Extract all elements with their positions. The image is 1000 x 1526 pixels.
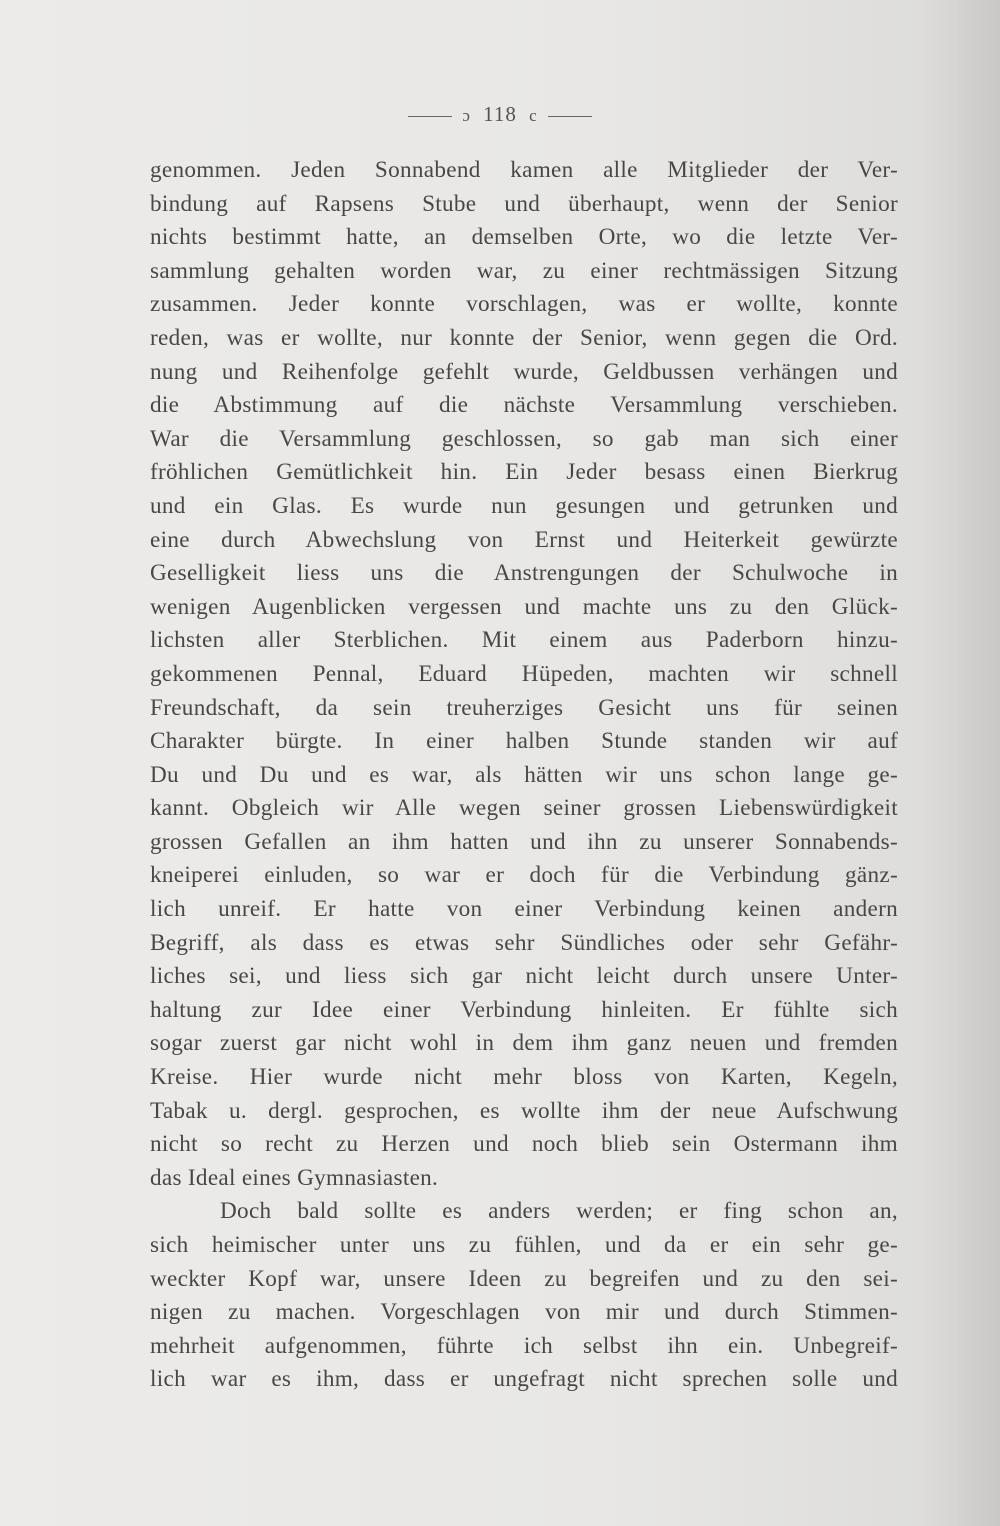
header-rule-right <box>548 116 592 117</box>
text-line: lichsten aller Sterblichen. Mit einem aus Paderborn hinzu- <box>150 627 898 654</box>
text-line: lich war es ihm, dass er ungefragt nicht sprechen solle und <box>150 1366 898 1393</box>
text-line: wenigen Augenblicken vergessen und machte uns zu den Glück- <box>150 593 898 620</box>
text-line: die Abstimmung auf die nächste Versammlung verschieben. <box>150 392 898 419</box>
text-line: und ein Glas. Es wurde nun gesungen und getrunken und <box>150 492 898 519</box>
header-left-mark: ɔ <box>462 106 471 125</box>
text-line: nichts bestimmt hatte, an demselben Orte, wo die letzte Ver- <box>150 224 898 251</box>
text-line: genommen. Jeden Sonnabend kamen alle Mitglieder der Ver- <box>150 157 898 183</box>
paragraph-start-line: Doch bald sollte es anders werden; er fing schon an, <box>220 1198 898 1225</box>
text-line: bindung auf Rapsens Stube und überhaupt, wenn der Senior <box>150 190 898 217</box>
text-line: War die Versammlung geschlossen, so gab man sich einer <box>150 425 898 452</box>
paragraph-end-line: das Ideal eines Gymnasiasten. <box>150 1164 439 1191</box>
text-line: kneiperei einluden, so war er doch für die Verbindung gänz- <box>150 862 898 889</box>
page-header <box>0 102 1000 127</box>
body-text <box>150 154 898 1397</box>
text-line: Freundschaft, da sein treuherziges Gesicht uns für seinen <box>150 694 898 721</box>
text-line: Geselligkeit liess uns die Anstrengungen der Schulwoche in <box>150 560 898 587</box>
text-line: liches sei, und liess sich gar nicht leicht durch unsere Unter- <box>150 963 898 990</box>
page-number: 118 <box>483 102 517 126</box>
text-line: Tabak u. dergl. gesprochen, es wollte ihm der neue Aufschwung <box>150 1097 898 1124</box>
text-line: nicht so recht zu Herzen und noch blieb sein Ostermann ihm <box>150 1131 898 1158</box>
text-line: nung und Reihenfolge gefehlt wurde, Geldbussen verhängen und <box>150 358 898 385</box>
text-line: zusammen. Jeder konnte vorschlagen, was er wollte, konnte <box>150 291 898 318</box>
text-line: eine durch Abwechslung von Ernst und Heiterkeit gewürzte <box>150 526 898 553</box>
text-line: Charakter bürgte. In einer halben Stunde standen wir auf <box>150 728 898 755</box>
text-line: sogar zuerst gar nicht wohl in dem ihm ganz neuen und fremden <box>150 1030 898 1057</box>
text-line: Begriff, als dass es etwas sehr Sündliches oder sehr Gefähr- <box>150 929 898 956</box>
text-line: weckter Kopf war, unsere Ideen zu begreifen und zu den sei- <box>150 1265 898 1292</box>
text-line: nigen zu machen. Vorgeschlagen von mir und durch Stimmen- <box>150 1299 898 1326</box>
text-line: kannt. Obgleich wir Alle wegen seiner grossen Liebenswürdigkeit <box>150 795 898 822</box>
text-line: mehrheit aufgenommen, führte ich selbst ihn ein. Unbegreif- <box>150 1332 898 1359</box>
text-line: sammlung gehalten worden war, zu einer rechtmässigen Sitzung <box>150 257 898 284</box>
text-line: Du und Du und es war, als hätten wir uns schon lange ge- <box>150 761 898 788</box>
text-line: haltung zur Idee einer Verbindung hinleiten. Er fühlte sich <box>150 996 898 1023</box>
header-right-mark: c <box>529 106 538 125</box>
text-line: Kreise. Hier wurde nicht mehr bloss von Karten, Kegeln, <box>150 1064 898 1091</box>
text-line: lich unreif. Er hatte von einer Verbindung keinen andern <box>150 896 898 923</box>
text-line: reden, was er wollte, nur konnte der Senior, wenn gegen die Ord. <box>150 324 898 351</box>
text-line: sich heimischer unter uns zu fühlen, und da er ein sehr ge- <box>150 1232 898 1258</box>
text-line: gekommenen Pennal, Eduard Hüpeden, machten wir schnell <box>150 660 898 687</box>
text-line: grossen Gefallen an ihm hatten und ihn zu unserer Sonnabends- <box>150 828 898 855</box>
header-rule-left <box>408 116 452 117</box>
text-line: fröhlichen Gemütlichkeit hin. Ein Jeder besass einen Bierkrug <box>150 459 898 486</box>
